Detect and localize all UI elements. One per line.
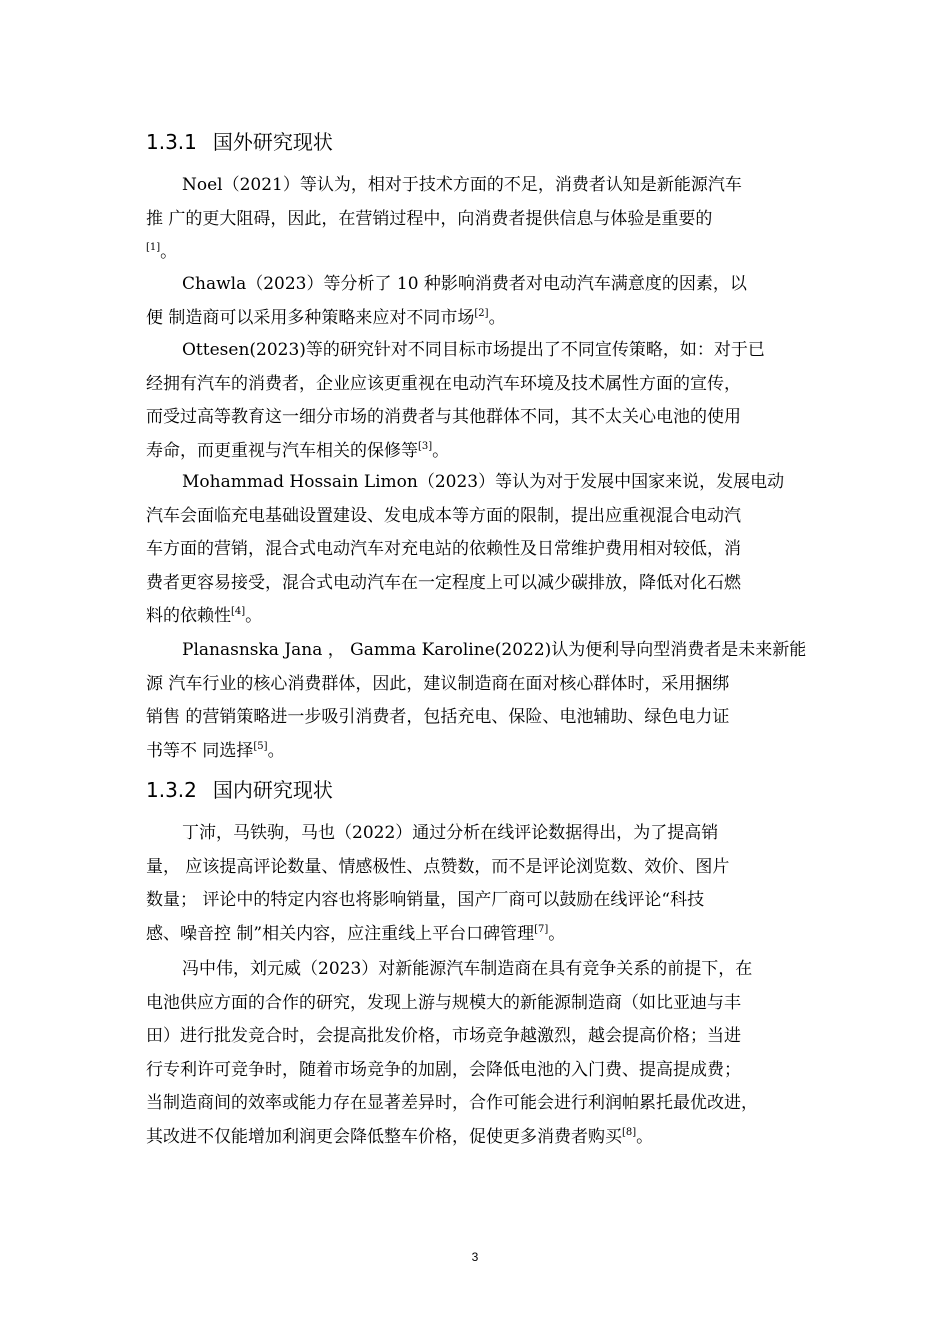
paragraph-line — [146, 435, 810, 469]
paragraph-line: Ottesen(2023)等的研究针对不同目标市场提出了不同宣传策略，如：对于已 — [182, 340, 765, 360]
paragraph-tail: 。 — [245, 606, 263, 626]
citation-ref: [4] — [231, 606, 246, 617]
citation-ref: [8] — [622, 1126, 637, 1138]
paragraph-line: 冯中伟，刘元威（2023）对新能源汽车制造商在具有竞争关系的前提下，在 — [182, 959, 753, 979]
paragraph-line — [146, 735, 810, 769]
paragraph-text: 其改进不仅能增加利润更会降低整车价格，促使更多消费者购买 — [146, 1126, 622, 1147]
paragraph — [146, 334, 810, 468]
paragraph-line: 当制造商间的效率或能力存在显著差异时，合作可能会进行利润帕累托最优改进， — [146, 1093, 758, 1113]
paragraph-tail: 。 — [636, 1126, 654, 1147]
paragraph-text: 书等不 同选择 — [146, 740, 254, 761]
paragraph-tail: 。 — [548, 923, 566, 944]
section-number: 1.3.1 — [146, 130, 197, 154]
paragraph-text: 感、噪音控 制”相关内容，应注重线上平台口碑管理 — [146, 923, 535, 944]
paragraph-tail: 。 — [432, 440, 450, 461]
paragraph-line: Chawla（2023）等分析了 10 种影响消费者对电动汽车满意度的因素，以 — [182, 274, 747, 294]
citation-ref: [5] — [253, 740, 268, 752]
paragraph — [146, 953, 810, 1154]
paragraph-line: 电池供应方面的合作的研究，发现上游与规模大的新能源制造商（如比亚迪与丰 — [146, 992, 741, 1013]
page-number: 3 — [471, 1250, 479, 1264]
paragraph-line: 丁沛，马铁驹，马也（2022）通过分析在线评论数据得出，为了提高销 — [182, 823, 719, 843]
section-title: 国外研究现状 — [212, 130, 333, 154]
paragraph-line: 汽车会面临充电基础设置建设、发电成本等方面的限制，提出应重视混合电动汽 — [146, 505, 741, 526]
paragraph — [146, 634, 810, 768]
paragraph-line: 量， 应该提高评论数量、情感极性、点赞数，而不是评论浏览数、效价、图片 — [146, 856, 730, 877]
section-heading — [146, 128, 333, 156]
paragraph-line: 费者更容易接受，混合式电动汽车在一定程度上可以减少碳排放，降低对化石燃 — [146, 572, 741, 593]
paragraph-line — [146, 1121, 810, 1155]
section-number: 1.3.2 — [146, 778, 197, 802]
paragraph-text: 便 制造商可以采用多种策略来应对不同市场 — [146, 307, 475, 328]
paragraph-line — [146, 600, 810, 634]
section-title: 国内研究现状 — [212, 778, 333, 802]
paragraph — [146, 817, 810, 951]
paragraph-line: 源 汽车行业的核心消费群体，因此，建议制造商在面对核心群体时，采用捆绑 — [146, 673, 730, 694]
paragraph-text: 寿命，而更重视与汽车相关的保修等 — [146, 440, 418, 461]
paragraph-line: 销售 的营销策略进一步吸引消费者，包括充电、保险、电池辅助、绿色电力证 — [146, 707, 730, 727]
paragraph-line: 经拥有汽车的消费者，企业应该更重视在电动汽车环境及技术属性方面的宣传， — [146, 373, 741, 394]
section-heading — [146, 776, 333, 804]
paragraph-line: 推 广的更大阻碍，因此，在营销过程中，向消费者提供信息与体验是重要的 — [146, 208, 713, 229]
paragraph-line: Mohammad Hossain Limon（2023）等认为对于发展中国家来说，发展电动 — [182, 472, 785, 492]
paragraph-line — [146, 918, 810, 952]
paragraph-line — [146, 302, 810, 336]
paragraph — [146, 268, 810, 335]
paragraph-tail: 。 — [267, 740, 285, 761]
paragraph-tail: 。 — [160, 242, 178, 262]
paragraph-line: 车方面的营销，混合式电动汽车对充电站的依赖性及日常维护费用相对较低，消 — [146, 539, 741, 559]
paragraph-line — [146, 236, 810, 270]
paragraph-line: Planasnska Jana ， Gamma Karoline(2022)认为便利导向型消费者是未来新能 — [182, 640, 807, 660]
citation-ref: [1] — [146, 242, 161, 253]
paragraph-line: 田）进行批发竞合时，会提高批发价格，市场竞争越激烈，越会提高价格；当进 — [146, 1026, 741, 1046]
citation-ref: [7] — [534, 923, 549, 935]
paragraph — [146, 466, 810, 634]
paragraph-tail: 。 — [488, 307, 506, 328]
citation-ref: [2] — [474, 307, 489, 319]
paragraph-text: 料的依赖性 — [146, 606, 231, 626]
paragraph-line: 数量； 评论中的特定内容也将影响销量，国产厂商可以鼓励在线评论“科技 — [146, 890, 705, 910]
paragraph-line: 行专利许可竞争时，随着市场竞争的加剧，会降低电池的入门费、提高提成费； — [146, 1059, 741, 1080]
citation-ref: [3] — [418, 440, 433, 452]
paragraph-line: 而受过高等教育这一细分市场的消费者与其他群体不同，其不太关心电池的使用 — [146, 407, 741, 427]
paragraph-line: Noel（2021）等认为，相对于技术方面的不足，消费者认知是新能源汽车 — [182, 175, 742, 195]
paragraph — [146, 169, 810, 270]
